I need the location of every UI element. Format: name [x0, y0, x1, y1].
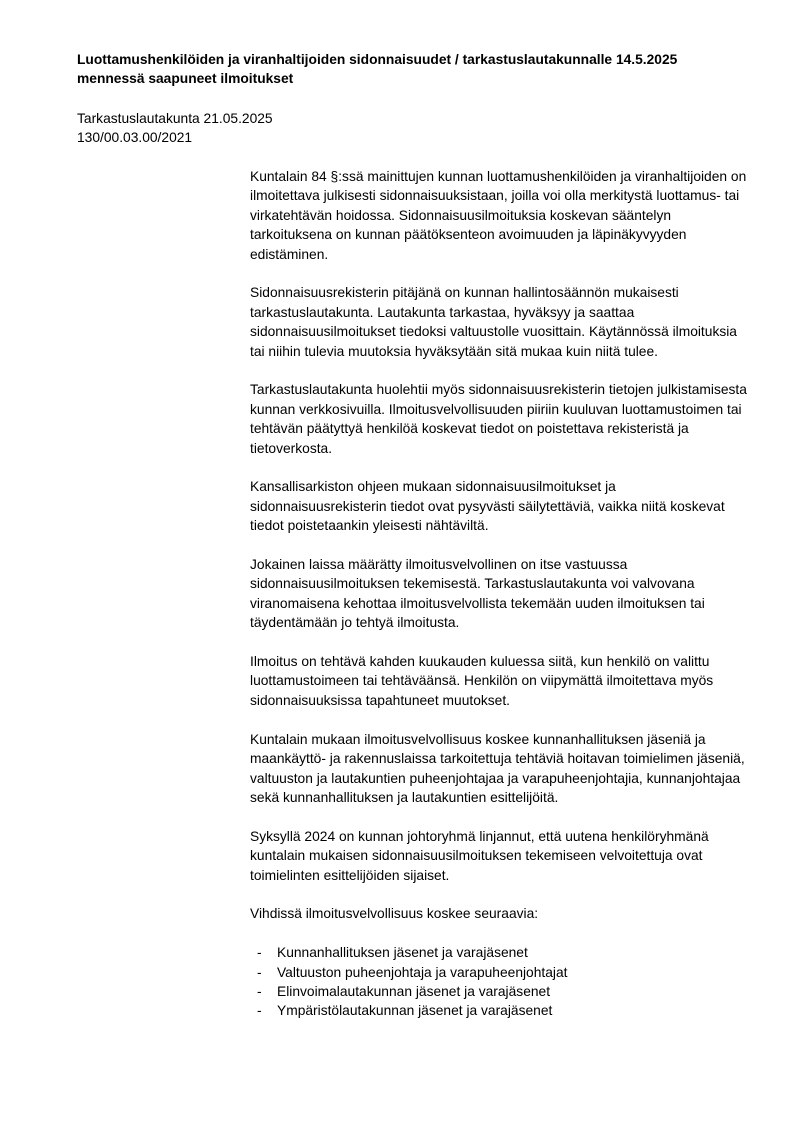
paragraph: Tarkastuslautakunta huolehtii myös sidonnaisuusrekisterin tietojen julkistamisesta kunnan verkkosivuilla. Ilmoitusvelvollisuuden piiriin kuuluvan luottamustoimen tai tehtävän päätyttyä henkilöä koskevat tiedot on poistettava rekisteristä ja tietoverkosta. — [250, 382, 747, 456]
paragraph: Ilmoitus on tehtävä kahden kuukauden kuluessa siitä, kun henkilö on valittu luottamustoimeen tai tehtäväänsä. Henkilön on viipymättä ilmoitettava myös sidonnaisuuksissa tapahtuneet muutokset. — [250, 654, 714, 708]
document-title: Luottamushenkilöiden ja viranhaltijoiden sidonnaisuudet / tarkastuslautakunnalle 14.5.2025 mennessä saapuneet ilmoitukset — [77, 52, 678, 86]
obligated-bodies-list — [250, 943, 750, 1021]
list-item: - Elinvoimalautakunnan jäsenet ja varajäsenet — [250, 982, 750, 1001]
list-bullet: - — [257, 964, 262, 980]
paragraph: Kansallisarkiston ohjeen mukaan sidonnaisuusilmoitukset ja sidonnaisuusrekisterin tiedot ovat pysyvästi säilytettäviä, vaikka niitä koskevat tiedot poistetaankin yleisesti nähtäviltä. — [250, 479, 725, 534]
paragraph: Kuntalain mukaan ilmoitusvelvollisuus koskee kunnanhallituksen jäseniä ja maankäyttö- ja rakennuslaissa tarkoitettuja tehtäviä hoitavan toimielimen jäseniä, valtuuston ja lautakuntien puheenjohtajaa ja varapuheenjohtajia, kunnanjohtajaa sekä kunnanhallituksen ja lautakuntien esittelijöitä. — [250, 731, 745, 805]
list-bullet: - — [257, 945, 262, 961]
list-item: - Valtuuston puheenjohtaja ja varapuheenjohtajat — [250, 963, 750, 982]
document-body — [250, 167, 750, 1021]
list-item: - Kunnanhallituksen jäsenet ja varajäsenet — [250, 943, 750, 962]
paragraph: Kuntalain 84 §:ssä mainittujen kunnan luottamushenkilöiden ja viranhaltijoiden on ilmoitettava julkisesti sidonnaisuuksistaan, joilla voi olla merkitystä luottamus- tai virkatehtävän hoidossa. Sidonnaisuusilmoituksia koskevan sääntelyn tarkoituksena on kunnan päätöksenteon avoimuuden ja läpinäkyvyyden edistäminen. — [250, 169, 747, 262]
document-meta — [77, 109, 273, 147]
list-intro: Vihdissä ilmoitusvelvollisuus koskee seuraavia: — [250, 906, 539, 922]
meeting-line: Tarkastuslautakunta 21.05.2025 — [77, 111, 273, 126]
list-bullet: - — [257, 983, 262, 999]
paragraph: Syksyllä 2024 on kunnan johtoryhmä linjannut, että uutena henkilöryhmänä kuntalain mukaisen sidonnaisuusilmoituksen tekemiseen velvoitettuja ovat toimielinten esittelijöiden sijaiset. — [250, 828, 709, 883]
paragraph: Jokainen laissa määrätty ilmoitusvelvollinen on itse vastuussa sidonnaisuusilmoituksen tekemisestä. Tarkastuslautakunta voi valvovana viranomaisena kehottaa ilmoitusvelvollista tekemään uuden ilmoituksen tai täydentämään jo tehtyä ilmoitusta. — [250, 557, 705, 631]
record-number: 130/00.03.00/2021 — [77, 130, 193, 145]
list-item: - Ympäristölautakunnan jäsenet ja varajäsenet — [250, 1001, 750, 1020]
list-bullet: - — [257, 1003, 262, 1019]
paragraph: Sidonnaisuusrekisterin pitäjänä on kunnan hallintosäännön mukaisesti tarkastuslautakunta. Lautakunta tarkastaa, hyväksyy ja saattaa sidonnaisuusilmoitukset tiedoksi valtuustolle vuosittain. Käytännössä ilmoituksia tai niihin tulevia muutoksia hyväksytään sitä mukaa kuin niitä tulee. — [250, 285, 737, 359]
